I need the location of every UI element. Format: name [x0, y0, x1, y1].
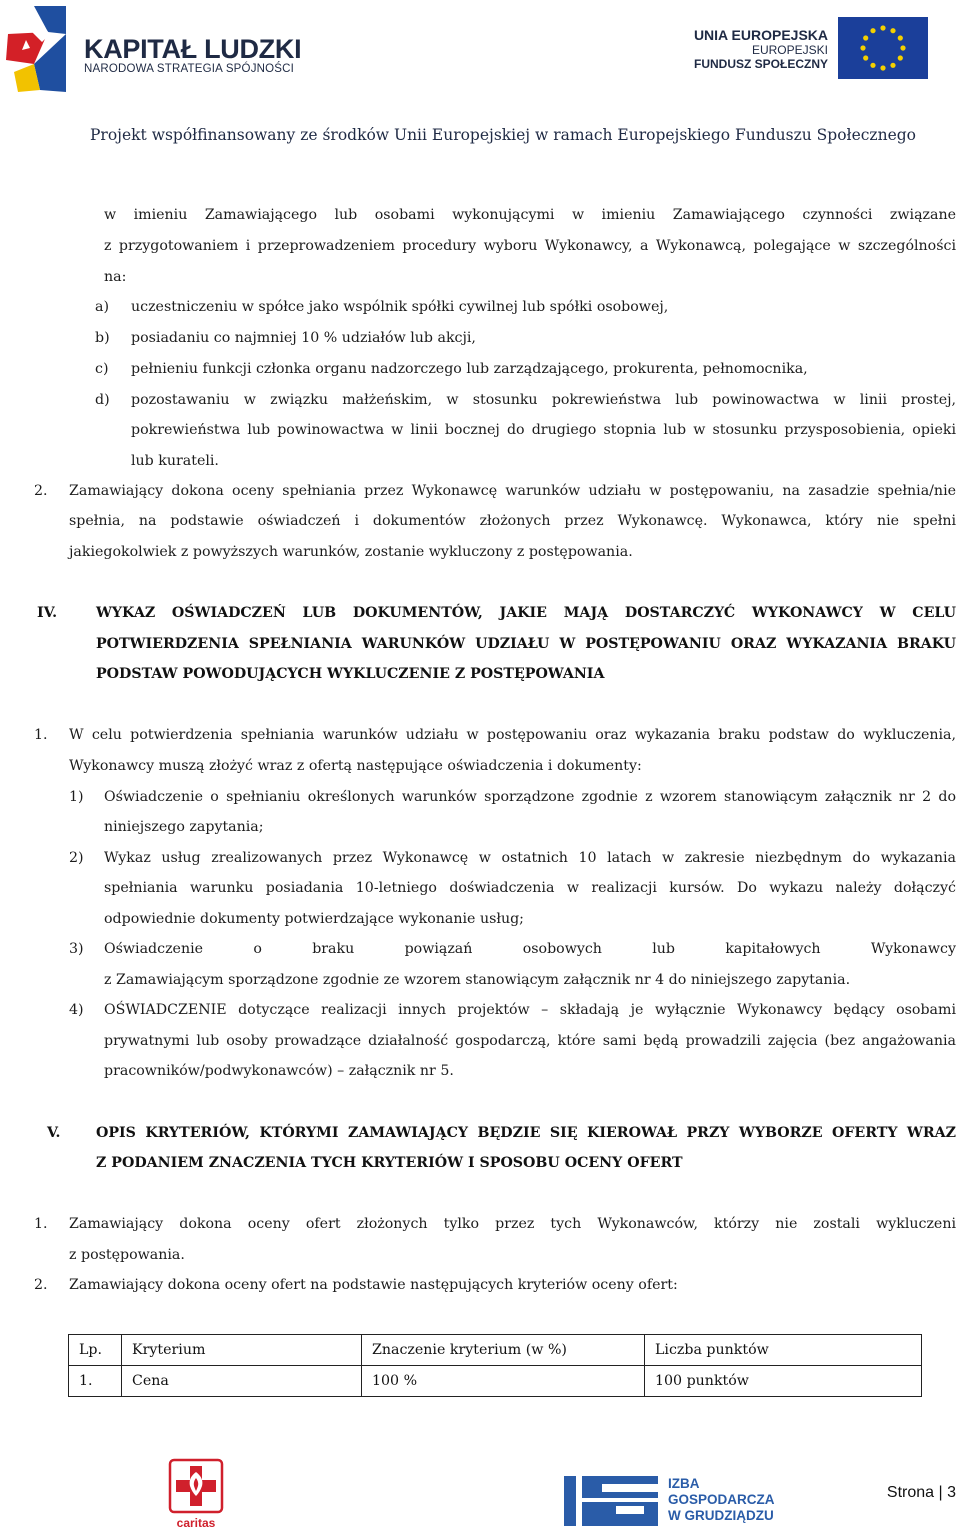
doc-item-1-line-1: Oświadczenie o spełnianiu określonych warunków sporządzone zgodnie z wzorem stanowiącym załącznik nr 2 do: [104, 789, 956, 805]
caritas-cross-icon: [168, 1458, 224, 1514]
doc-item-2-line-2: spełniania warunku posiadania 10-letniego doświadczenia w realizacji kursów. Do wykazu należy dołączyć: [104, 880, 956, 896]
doc-item-2-marker: 2): [69, 850, 84, 866]
doc-item-4-line-1: OŚWIADCZENIE dotyczące realizacji innych projektów – składają je wyłącznie Wykonawcy będący osobami: [104, 1002, 956, 1018]
izba-logo-text: [668, 1476, 775, 1524]
intro-line-1: w imieniu Zamawiającego lub osobami wykonującymi w imieniu Zamawiającego czynności związane: [104, 207, 956, 223]
list-item-a: uczestniczeniu w spółce jako wspólnik spółki cywilnej lub spółki osobowej,: [131, 299, 669, 315]
doc-item-4-line-2: prywatnymi lub osoby prowadzące działalność gospodarczą, które sami będą prowadzili zajęcia (bez angażowania: [104, 1033, 956, 1049]
eu-logo-line1: UNIA EUROPEJSKA: [693, 27, 828, 43]
list-marker-c: c): [95, 361, 109, 377]
point-2-line-1: Zamawiający dokona oceny spełniania przez Wykonawcę warunków udziału w postępowaniu, na zasadzie spełnia/nie: [69, 483, 956, 499]
table-header-cell: Liczba punktów: [645, 1335, 922, 1366]
doc-item-2-line-1: Wykaz usług zrealizowanych przez Wykonawcę w ostatnich 10 latach w zakresie niezbędnym do wykazania: [104, 850, 956, 866]
doc-item-3-line-2: z Zamawiającym sporządzone zgodnie ze wzorem stanowiącym załącznik nr 4 do niniejszego zapytania.: [104, 972, 851, 988]
cofinancing-note: Projekt współfinansowany ze środków Unii Europejskiej w ramach Europejskiego Funduszu Społecznego: [90, 126, 916, 144]
doc-item-3-marker: 3): [69, 941, 84, 957]
doc-item-2-line-3: odpowiednie dokumenty potwierdzające wykonanie usług;: [104, 911, 524, 927]
section-4-title-line-2: POTWIERDZENIA SPEŁNIANIA WARUNKÓW UDZIAŁU W POSTĘPOWANIU ORAZ WYKAZANIA BRAKU: [96, 636, 956, 652]
criteria-table: [68, 1334, 922, 1397]
list-item-c: pełnieniu funkcji członka organu nadzorczego lub zarządzającego, prokurenta, pełnomocnika,: [131, 361, 808, 377]
section-5-p2-marker: 2.: [34, 1277, 48, 1293]
doc-item-1-line-2: niniejszego zapytania;: [104, 819, 264, 835]
section-5-marker: V.: [47, 1125, 61, 1141]
point-2-marker: 2.: [34, 483, 48, 499]
doc-item-3-line-1: Oświadczenie o braku powiązań osobowych lub kapitałowych Wykonawcy: [104, 941, 956, 957]
table-header-row: [69, 1335, 922, 1366]
section-4-title-line-3: PODSTAW POWODUJĄCYCH WYKLUCZENIE Z POSTĘPOWANIA: [96, 666, 605, 682]
table-cell: 100 punktów: [645, 1366, 922, 1397]
kapital-ludzki-title: KAPITAŁ LUDZKI: [84, 34, 302, 64]
point-2-line-2: spełnia, na podstawie oświadczeń i dokumentów złożonych przez Wykonawcę. Wykonawca, który nie spełni: [69, 513, 956, 529]
section-5-title-line-2: Z PODANIEM ZNACZENIA TYCH KRYTERIÓW I SPOSOBU OCENY OFERT: [96, 1155, 683, 1171]
table-header-cell: Kryterium: [122, 1335, 362, 1366]
list-marker-b: b): [95, 330, 110, 346]
table-cell: Cena: [122, 1366, 362, 1397]
section-4-marker: IV.: [37, 605, 58, 621]
izba-line-1: IZBA: [668, 1476, 700, 1491]
section-4-p1-marker: 1.: [34, 727, 48, 743]
izba-line-2: GOSPODARCZA: [668, 1492, 775, 1507]
eu-logo-line3: FUNDUSZ SPOŁECZNY: [693, 57, 828, 71]
eu-flag-icon: [838, 17, 928, 79]
list-marker-a: a): [95, 299, 109, 315]
list-item-d-line-3: lub kurateli.: [131, 453, 219, 469]
section-5-title-line-1: OPIS KRYTERIÓW, KTÓRYMI ZAMAWIAJĄCY BĘDZIE SIĘ KIEROWAŁ PRZY WYBORZE OFERTY WRAZ: [96, 1125, 956, 1141]
section-5-p1-marker: 1.: [34, 1216, 48, 1232]
point-2-line-3: jakiegokolwiek z powyższych warunków, zostanie wykluczony z postępowania.: [69, 544, 633, 560]
izba-line-3: W GRUDZIĄDZU: [668, 1508, 774, 1523]
eu-logo-text: [694, 27, 828, 71]
table-header-cell: Znaczenie kryterium (w %): [362, 1335, 645, 1366]
table-row: [69, 1366, 922, 1397]
caritas-logo: [168, 1458, 224, 1528]
page-number: Strona | 3: [886, 1484, 956, 1501]
section-5-p2-text: Zamawiający dokona oceny ofert na podstawie następujących kryteriów oceny ofert:: [69, 1277, 678, 1293]
intro-line-2: z przygotowaniem i przeprowadzeniem procedury wyboru Wykonawcy, a Wykonawcą, polegające w szczególności: [104, 238, 956, 254]
section-4-p1-line-1: W celu potwierdzenia spełniania warunków udziału w postępowaniu oraz wykazania braku podstaw do wykluczenia,: [69, 727, 956, 743]
table-header-cell: Lp.: [69, 1335, 122, 1366]
ig-logo-icon: [562, 1470, 662, 1530]
doc-item-1-marker: 1): [69, 789, 84, 805]
list-item-d-line-2: pokrewieństwa lub powinowactwa w linii bocznej do drugiego stopnia lub w stosunku przysposobienia, opieki: [131, 422, 956, 438]
list-item-b: posiadaniu co najmniej 10 % udziałów lub akcji,: [131, 330, 476, 346]
doc-item-4-line-3: pracowników/podwykonawców) – załącznik nr 5.: [104, 1063, 454, 1079]
section-5-p1-line-1: Zamawiający dokona oceny ofert złożonych tylko przez tych Wykonawców, którzy nie zostali wykluczeni: [69, 1216, 956, 1232]
kapital-ludzki-emblem-icon: [4, 4, 84, 96]
section-4-title-line-1: WYKAZ OŚWIADCZEŃ LUB DOKUMENTÓW, JAKIE MAJĄ DOSTARCZYĆ WYKONAWCY W CELU: [96, 605, 956, 621]
eu-logo-line2: EUROPEJSKI: [751, 43, 828, 57]
section-4-p1-line-2: Wykonawcy muszą złożyć wraz z ofertą następujące oświadczenia i dokumenty:: [69, 758, 642, 774]
doc-item-4-marker: 4): [69, 1002, 84, 1018]
list-item-d-line-1: pozostawaniu w związku małżeńskim, w stosunku pokrewieństwa lub powinowactwa w linii prostej,: [131, 392, 956, 408]
kapital-ludzki-subtitle: NARODOWA STRATEGIA SPÓJNOŚCI: [84, 63, 295, 75]
table-cell: 100 %: [362, 1366, 645, 1397]
table-cell: 1.: [69, 1366, 122, 1397]
list-marker-d: d): [95, 392, 110, 408]
intro-line-3: na:: [104, 269, 127, 285]
section-5-p1-line-2: z postępowania.: [69, 1247, 185, 1263]
caritas-label: caritas: [176, 1516, 216, 1530]
